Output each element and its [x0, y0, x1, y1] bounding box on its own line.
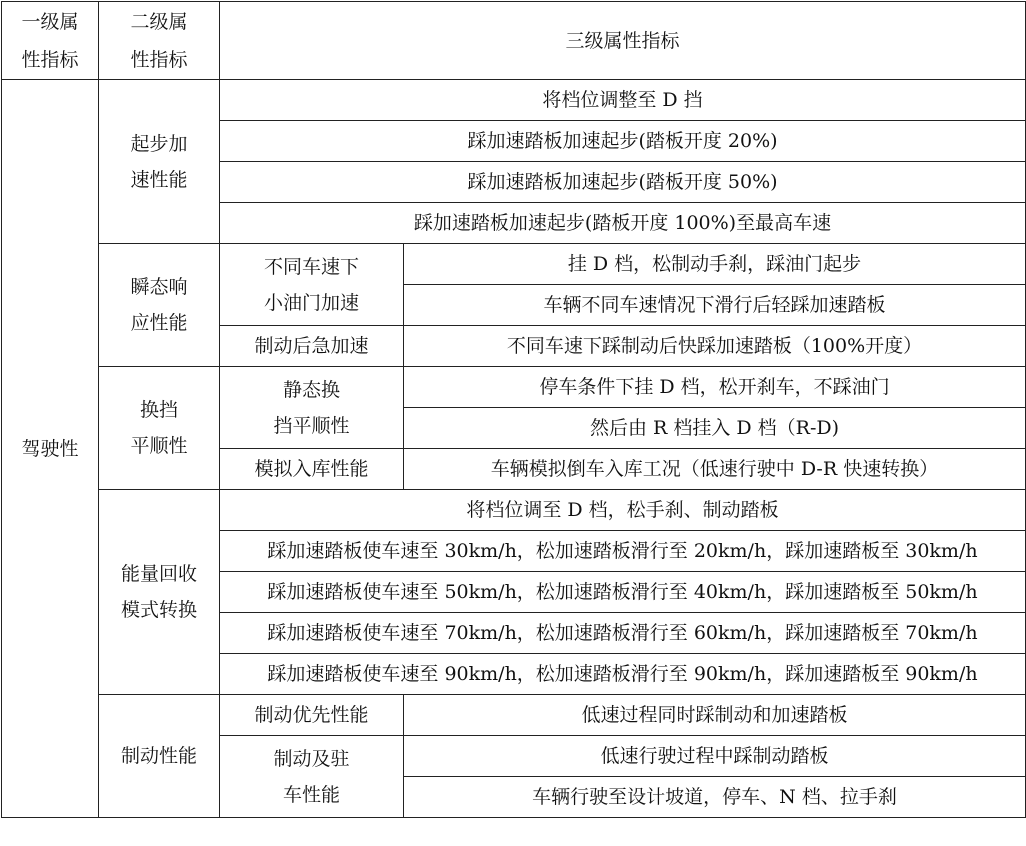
level3-cell: 将档位调至 D 档，松手刹、制动踏板 [220, 490, 1026, 531]
table-row [2, 695, 1026, 736]
table-header-row [2, 2, 1026, 80]
table-row [2, 367, 1026, 408]
level3-cell: 车辆不同车速情况下滑行后轻踩加速踏板 [404, 285, 1026, 326]
level3-cell: 挂 D 档，松制动手刹，踩油门起步 [404, 244, 1026, 285]
level3-cell: 将档位调整至 D 挡 [220, 80, 1026, 121]
level2-cell: 制动性能 [99, 695, 220, 818]
sub-attribute-cell: 制动优先性能 [220, 695, 404, 736]
header-level1-text: 一级属 性指标 [21, 10, 79, 71]
level3-cell: 踩加速踏板使车速至 30km/h，松加速踏板滑行至 20km/h，踩加速踏板至 30km/h [220, 531, 1026, 572]
header-level2 [99, 2, 220, 80]
level2-cell: 换挡 平顺性 [99, 367, 220, 490]
sub-attribute-cell: 模拟入库性能 [220, 449, 404, 490]
level3-cell: 停车条件下挂 D 档，松开刹车，不踩油门 [404, 367, 1026, 408]
level2-cell: 瞬态响 应性能 [99, 244, 220, 367]
level3-cell: 踩加速踏板使车速至 70km/h，松加速踏板滑行至 60km/h，踩加速踏板至 70km/h [220, 613, 1026, 654]
table-row [2, 80, 1026, 121]
level3-cell: 然后由 R 档挂入 D 档（R-D) [404, 408, 1026, 449]
table-row [2, 244, 1026, 285]
level3-cell: 不同车速下踩制动后快踩加速踏板（100%开度） [404, 326, 1026, 367]
level2-cell: 能量回收 模式转换 [99, 490, 220, 695]
sub-attribute-cell: 制动及驻 车性能 [220, 736, 404, 818]
attribute-index-table [1, 1, 1026, 818]
level3-cell: 踩加速踏板使车速至 90km/h，松加速踏板滑行至 90km/h，踩加速踏板至 90km/h [220, 654, 1026, 695]
table-row [2, 490, 1026, 531]
header-level3: 三级属性指标 [220, 2, 1026, 80]
level2-cell: 起步加 速性能 [99, 80, 220, 244]
level3-cell: 车辆模拟倒车入库工况（低速行驶中 D-R 快速转换） [404, 449, 1026, 490]
level3-cell: 踩加速踏板使车速至 50km/h，松加速踏板滑行至 40km/h，踩加速踏板至 50km/h [220, 572, 1026, 613]
level3-cell: 踩加速踏板加速起步(踏板开度 20%) [220, 121, 1026, 162]
level3-cell: 踩加速踏板加速起步(踏板开度 50%) [220, 162, 1026, 203]
header-level2-text: 二级属 性指标 [130, 10, 188, 71]
level3-cell: 低速行驶过程中踩制动踏板 [404, 736, 1026, 777]
level3-cell: 车辆行驶至设计坡道，停车、N 档、拉手刹 [404, 777, 1026, 818]
level3-cell: 低速过程同时踩制动和加速踏板 [404, 695, 1026, 736]
level3-cell: 踩加速踏板加速起步(踏板开度 100%)至最高车速 [220, 203, 1026, 244]
sub-attribute-cell: 制动后急加速 [220, 326, 404, 367]
sub-attribute-cell: 不同车速下 小油门加速 [220, 244, 404, 326]
sub-attribute-cell: 静态换 挡平顺性 [220, 367, 404, 449]
level1-cell: 驾驶性 [2, 80, 99, 818]
header-level1 [2, 2, 99, 80]
